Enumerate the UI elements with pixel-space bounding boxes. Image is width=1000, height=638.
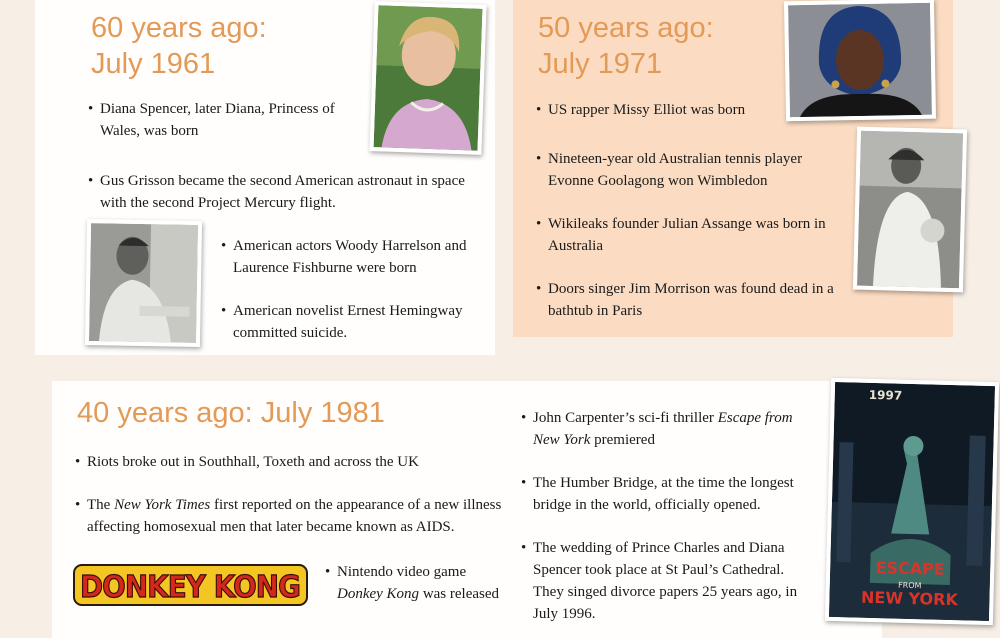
list-item-text: first reported on the appearance of a new illness affecting homosexual men that later became known as AIDS. <box>87 497 502 535</box>
photo-evonne-goolagong <box>853 127 967 293</box>
svg-text:DONKEY KONG: DONKEY KONG <box>80 570 300 605</box>
poster-escape-from-new-york <box>825 378 999 625</box>
page-margin <box>0 0 35 638</box>
list-item: • The wedding of Prince Charles and Diana Spencer took place at St Paul’s Cathedral. They singed divorce papers 25 years ago, in July 1996. <box>521 537 816 625</box>
poster-title-line3: NEW YORK <box>860 587 959 610</box>
list-item: • Gus Grisson became the second American astronaut in space with the second Project Mercury flight. <box>88 170 488 214</box>
poster-title-line1: ESCAPE <box>875 558 946 579</box>
list-item-text: John Carpenter’s sci-fi thriller <box>533 410 718 426</box>
list-item: • American actors Woody Harrelson and Laurence Fishburne were born <box>221 235 471 279</box>
list-item-italic: New York Times <box>114 497 211 513</box>
photo-diana-spencer <box>369 1 486 155</box>
heading-1961-line2: July 1961 <box>91 48 216 80</box>
heading-1971-line2: July 1971 <box>538 48 663 80</box>
photo-missy-elliott <box>784 0 936 121</box>
list-item: • Wikileaks founder Julian Assange was born in Australia <box>536 213 826 257</box>
list-item: • The Humber Bridge, at the time the longest bridge in the world, officially opened. <box>521 472 816 516</box>
heading-1981: 40 years ago: July 1981 <box>77 397 385 429</box>
list-item <box>521 407 816 451</box>
list-item-text: premiered <box>590 432 655 448</box>
list-item: • Riots broke out in Southhall, Toxeth and across the UK <box>75 451 475 473</box>
list-item-text: was released <box>419 586 500 602</box>
list-item: • Doors singer Jim Morrison was found dead in a bathtub in Paris <box>536 278 851 322</box>
donkey-kong-logo <box>73 562 308 608</box>
list-item: • Diana Spencer, later Diana, Princess of Wales, was born <box>88 98 343 142</box>
list-item-italic: Donkey Kong <box>337 586 420 602</box>
poster-title-line2: FROM <box>898 580 922 591</box>
list-item: • US rapper Missy Elliot was born <box>536 99 776 121</box>
heading-1971-line1: 50 years ago: <box>538 12 714 44</box>
list-item-text: Nintendo video game <box>337 564 467 580</box>
heading-1961-line1: 60 years ago: <box>91 12 267 44</box>
list-item: • American novelist Ernest Hemingway committed suicide. <box>221 300 471 344</box>
list-item-text: The <box>87 497 115 513</box>
list-item <box>75 494 515 538</box>
list-item-italic: Escape from New York <box>533 410 793 448</box>
list-item: • Nineteen-year old Australian tennis player Evonne Goolagong won Wimbledon <box>536 148 826 192</box>
photo-ernest-hemingway <box>85 219 202 347</box>
poster-year: 1997 <box>868 387 903 403</box>
list-item <box>325 561 510 605</box>
